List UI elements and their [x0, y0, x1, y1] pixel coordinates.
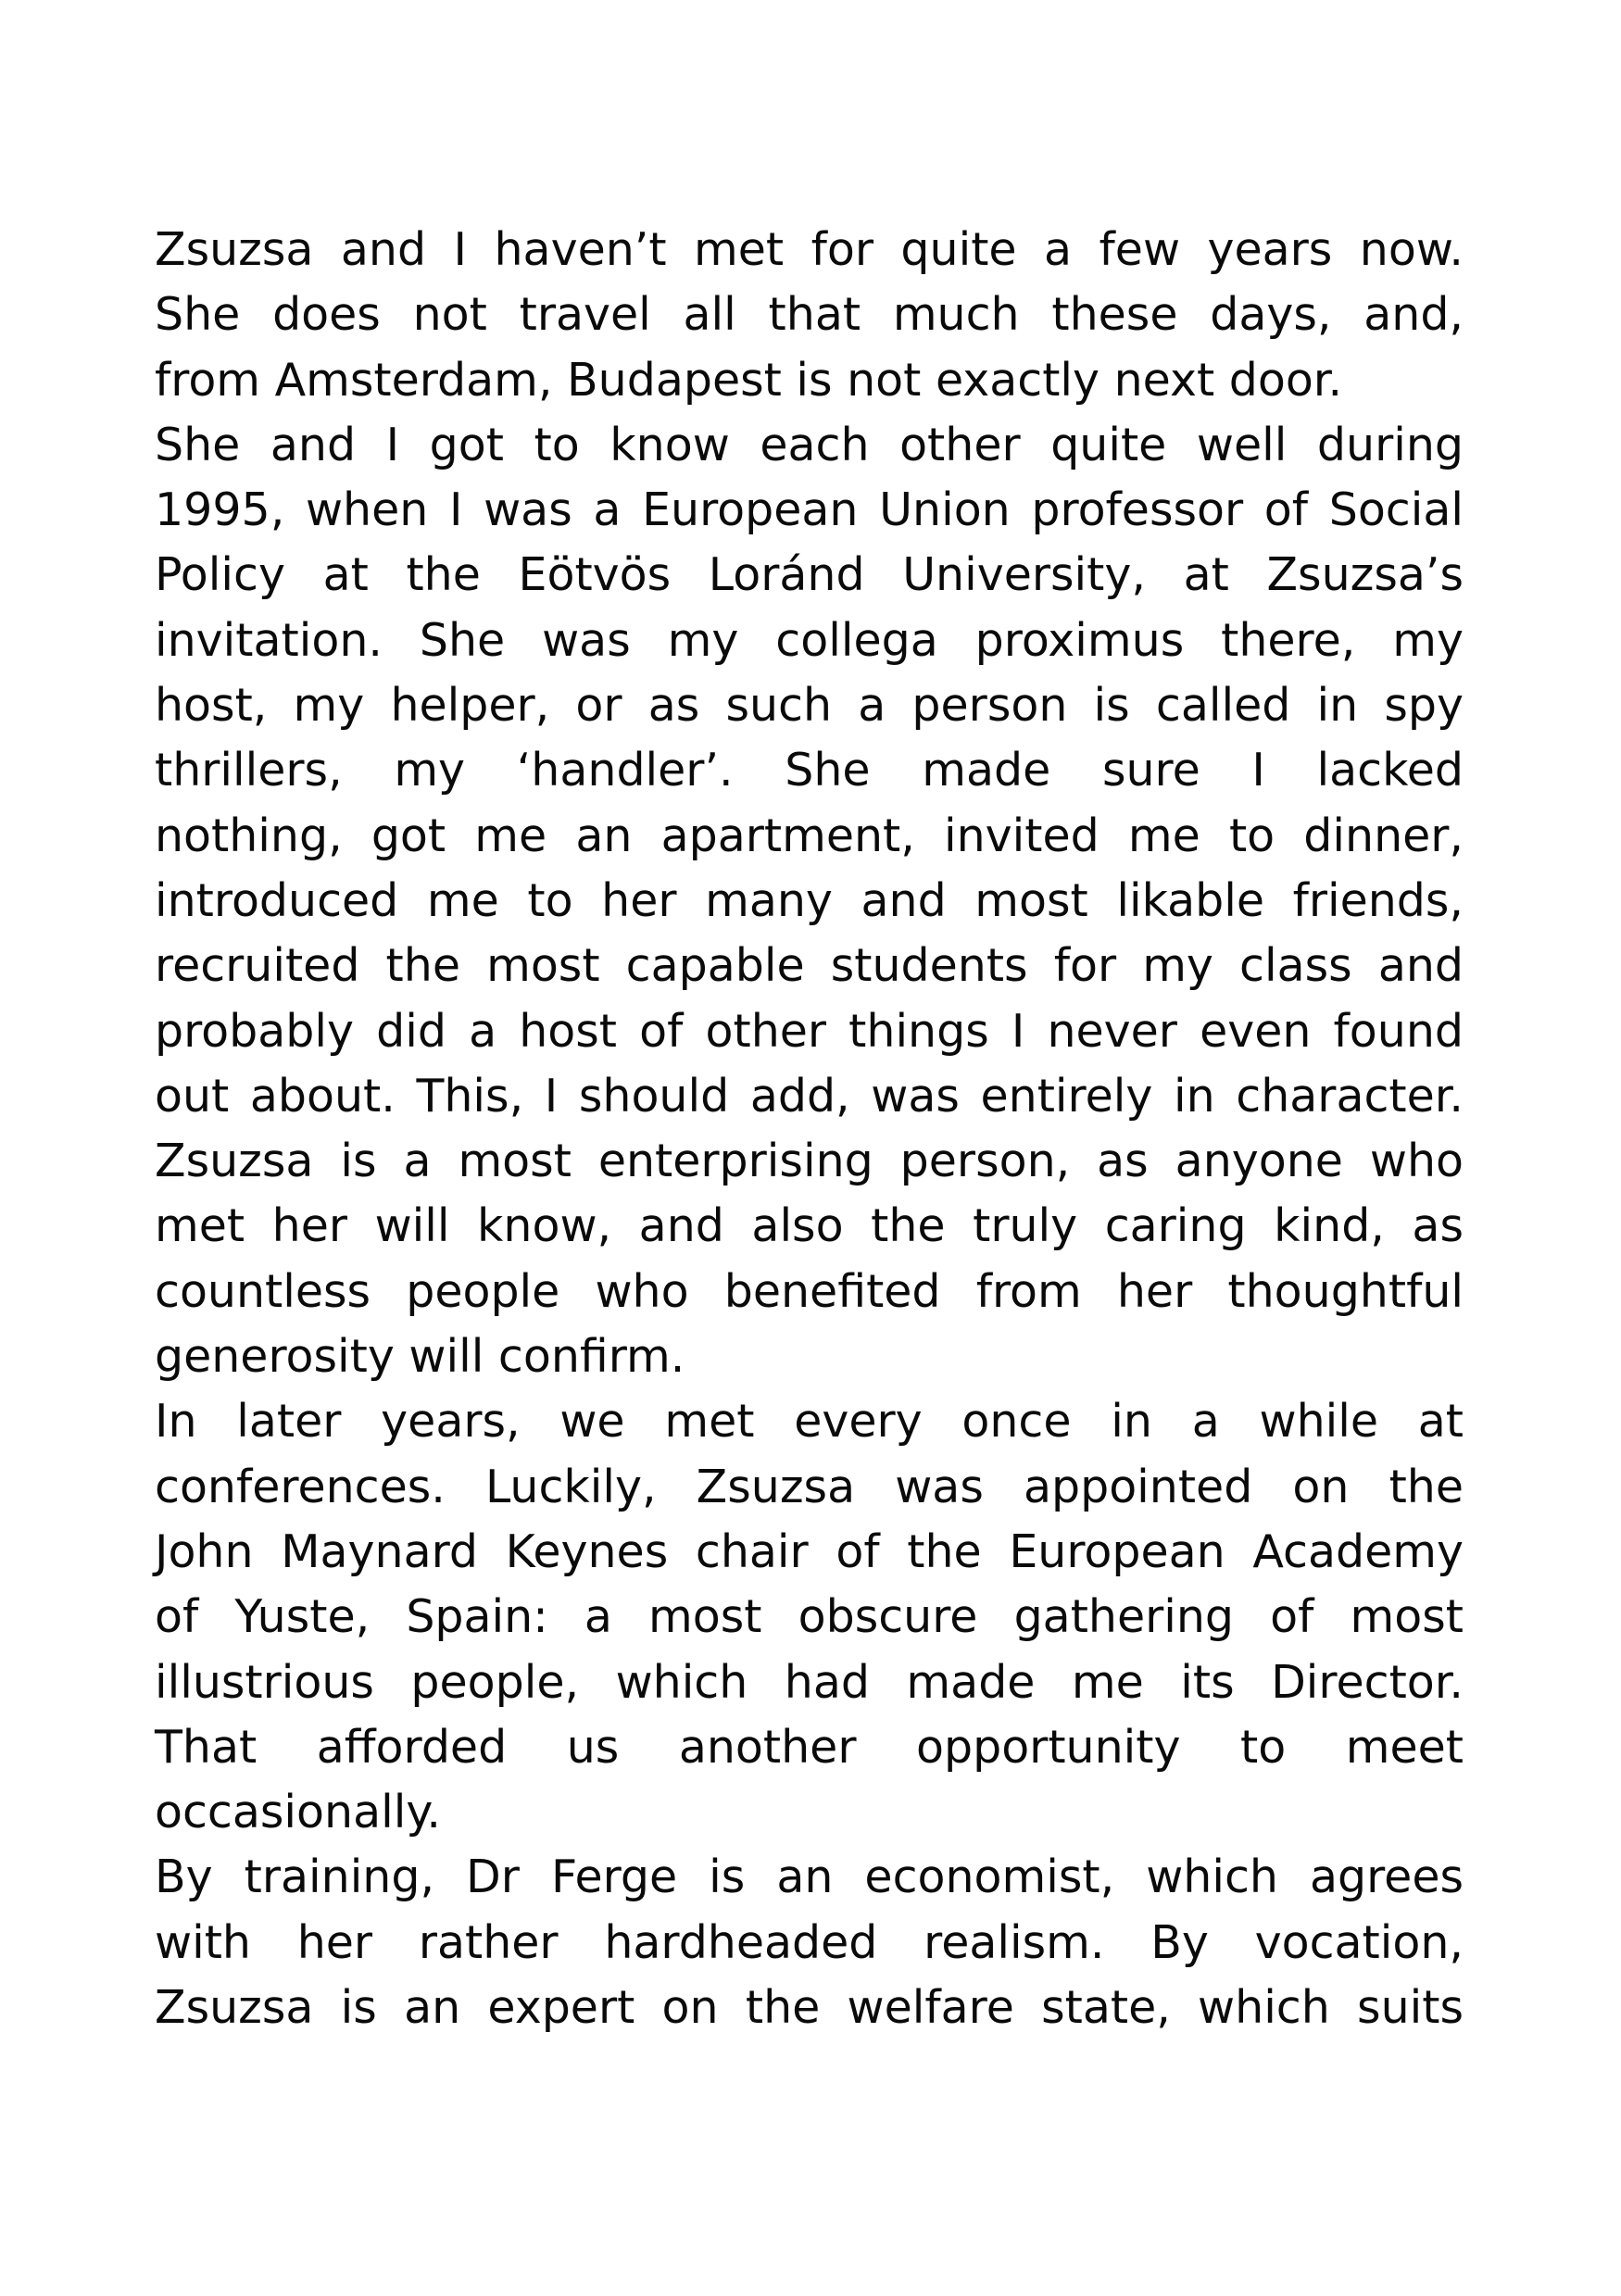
text-line: met her will know, and also the truly caring kind, as: [155, 1199, 1464, 1253]
text-line: conferences. Luckily, Zsuzsa was appointed on the: [155, 1460, 1464, 1513]
text-line: occasionally.: [155, 1786, 441, 1839]
text-line: illustrious people, which had made me its Director.: [155, 1655, 1464, 1709]
text-line: thrillers, my ‘handler’. She made sure I lacked: [155, 744, 1464, 797]
text-line: Zsuzsa is a most enterprising person, as anyone who: [155, 1135, 1464, 1188]
text-line: She does not travel all that much these days, and,: [155, 288, 1464, 342]
paragraph-1: [155, 218, 1464, 413]
text-line: She and I got to know each other quite well during: [155, 418, 1464, 471]
text-line: from Amsterdam, Budapest is not exactly next door.: [155, 353, 1343, 407]
paragraph-2: [155, 413, 1464, 1389]
text-line: generosity will confirm.: [155, 1330, 685, 1384]
text-line: countless people who benefited from her thoughtful: [155, 1264, 1464, 1318]
text-line: By training, Dr Ferge is an economist, which agrees: [155, 1851, 1464, 1904]
document-body: [155, 218, 1464, 2040]
text-line: Zsuzsa and I haven’t met for quite a few years now.: [155, 223, 1464, 276]
text-line: That afforded us another opportunity to meet: [155, 1720, 1464, 1774]
text-line: Zsuzsa is an expert on the welfare state, which suits: [155, 1981, 1464, 2035]
paragraph-4: [155, 1845, 1464, 2040]
text-line: out about. This, I should add, was entirely in character.: [155, 1069, 1464, 1123]
text-line: probably did a host of other things I never even found: [155, 1004, 1464, 1058]
text-line: Policy at the Eötvös Loránd University, at Zsuzsa’s: [155, 548, 1464, 602]
text-line: 1995, when I was a European Union professor of Social: [155, 483, 1464, 537]
text-line: host, my helper, or as such a person is called in spy: [155, 679, 1464, 733]
text-line: recruited the most capable students for my class and: [155, 939, 1464, 993]
text-line: invitation. She was my collega proximus there, my: [155, 613, 1464, 667]
text-line: In later years, we met every once in a while at: [155, 1395, 1464, 1449]
paragraph-3: [155, 1389, 1464, 1845]
text-line: introduced me to her many and most likable friends,: [155, 873, 1464, 927]
text-line: nothing, got me an apartment, invited me to dinner,: [155, 809, 1464, 862]
text-line: John Maynard Keynes chair of the European Academy: [155, 1524, 1464, 1578]
text-line: with her rather hardheaded realism. By vocation,: [155, 1915, 1464, 1969]
text-line: of Yuste, Spain: a most obscure gathering of most: [155, 1590, 1464, 1644]
